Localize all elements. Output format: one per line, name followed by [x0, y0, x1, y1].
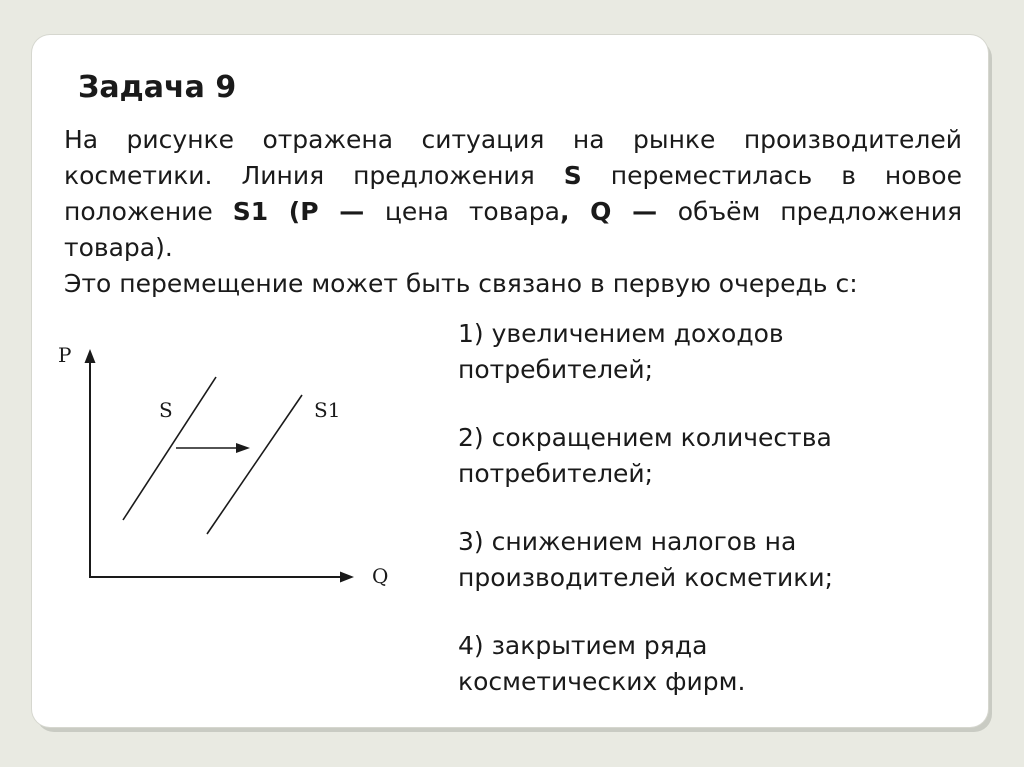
- s1-p-term: S1 (P —: [232, 197, 385, 226]
- statement-line-3: положение S1 (P — цена товара, Q — объём предложения: [64, 197, 962, 226]
- task-statement: [64, 122, 962, 302]
- y-axis-label: P: [58, 343, 72, 367]
- statement-line-4: товара).: [64, 233, 173, 262]
- answer-options: [458, 316, 978, 732]
- curve-s-label: S: [159, 398, 173, 422]
- q-term: , Q —: [559, 197, 678, 226]
- task-title: Задача 9: [78, 70, 237, 105]
- statement-question: Это перемещение может быть связано в первую очередь с:: [64, 269, 858, 298]
- option-4: 4) закрытием ряда косметических фирм.: [458, 631, 746, 696]
- option-2: 2) сокращением количества потребителей;: [458, 423, 832, 488]
- option-3: 3) снижением налогов на производителей косметики;: [458, 527, 834, 592]
- statement-line-2: косметики. Линия предложения S переместилась в новое: [64, 161, 962, 190]
- arrow-right-icon: [236, 443, 250, 453]
- statement-line-1: На рисунке отражена ситуация на рынке производителей: [64, 125, 962, 154]
- option-1: 1) увеличением доходов потребителей;: [458, 319, 784, 384]
- x-axis-arrow-icon: [340, 572, 354, 583]
- curve-s1-label: S1: [314, 398, 341, 422]
- supply-curve-s1: [207, 395, 302, 534]
- supply-s-term: S: [563, 161, 582, 190]
- supply-shift-graph: [40, 325, 420, 615]
- y-axis-arrow-icon: [85, 349, 96, 363]
- x-axis-label: Q: [372, 564, 389, 588]
